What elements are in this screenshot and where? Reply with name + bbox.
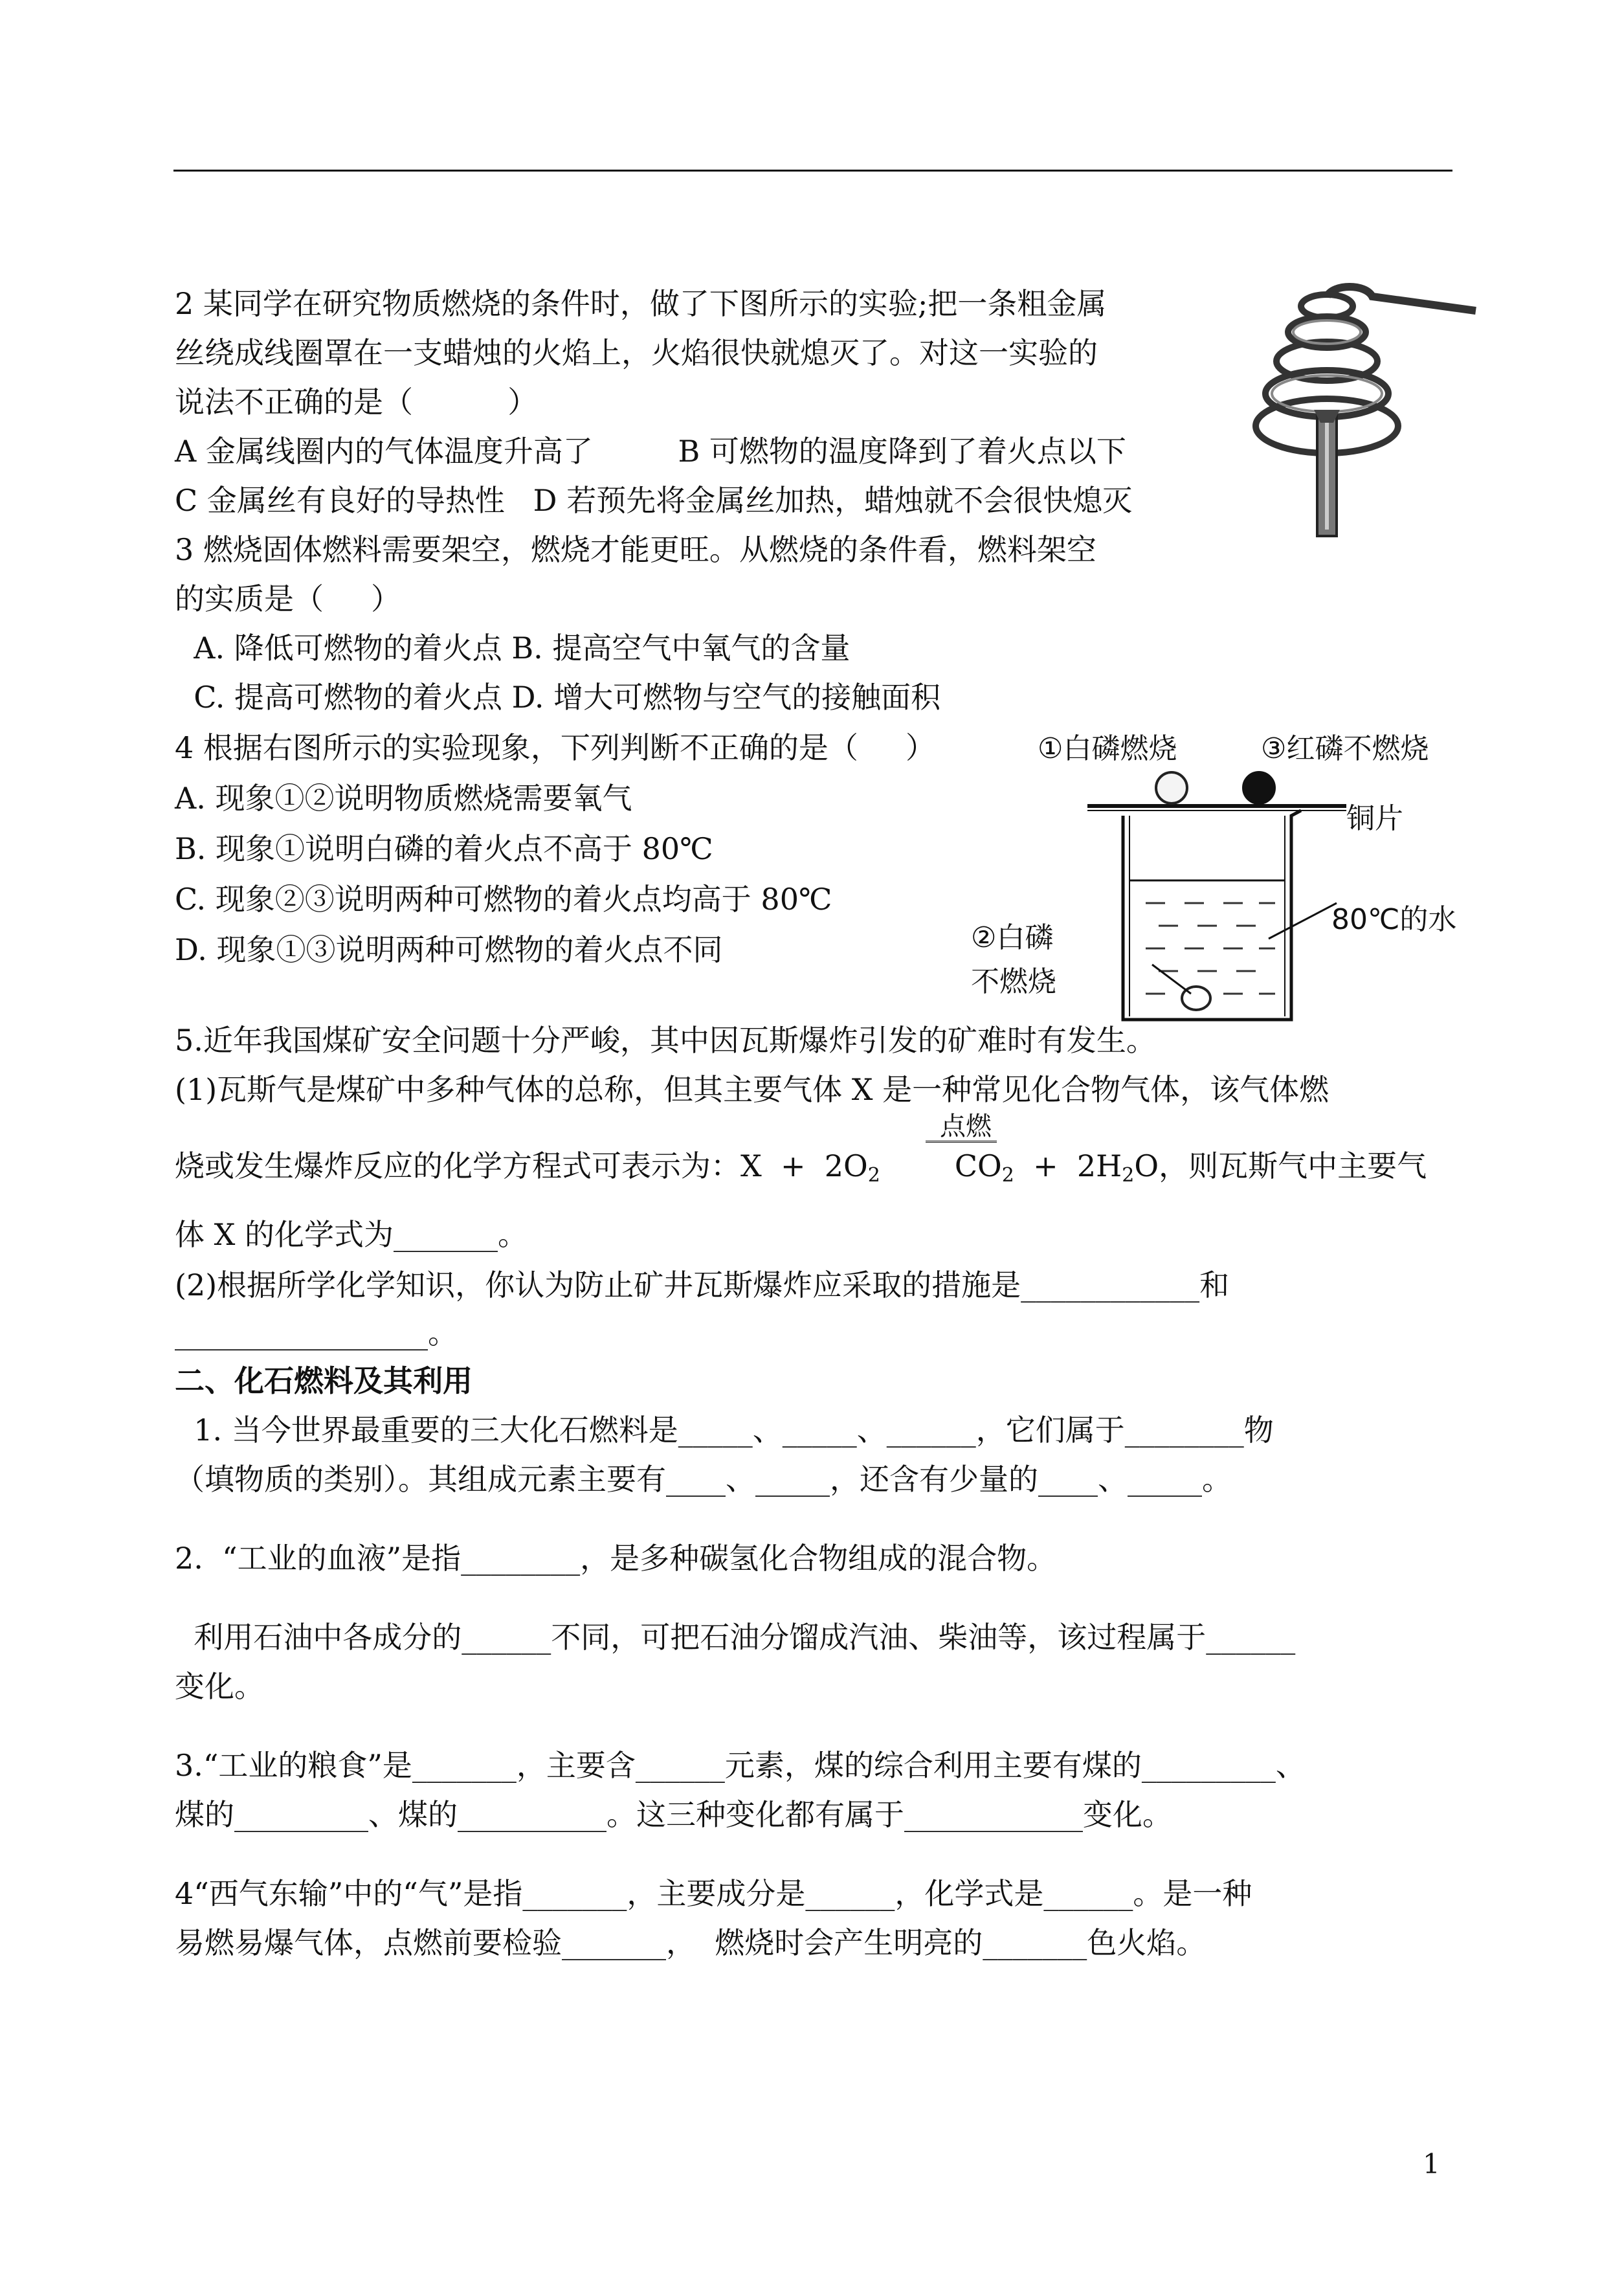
q4-option-a: A. 现象①②说明物质燃烧需要氧气 bbox=[175, 781, 632, 816]
header-rule bbox=[173, 170, 1452, 172]
s2-q4-line-1: 4“西气东输”中的“气”是指_______，主要成分是______，化学式是______。是一种 bbox=[175, 1876, 1252, 1911]
s2-q1-line-2: （填物质的类别）。其组成元素主要有____、_____，还含有少量的____、_____。 bbox=[175, 1462, 1232, 1497]
q4-option-c: C. 现象②③说明两种可燃物的着火点均高于 80℃ bbox=[175, 882, 832, 917]
q3-line-2: 的实质是（ ） bbox=[175, 581, 401, 616]
q5-line-5: (2)根据所学化学知识，你认为防止矿井瓦斯爆炸应采取的措施是____________和 bbox=[175, 1268, 1230, 1303]
s2-q3-line-1: 3.“工业的粮食”是_______，主要含______元素，煤的综合利用主要有煤的_________、 bbox=[175, 1748, 1306, 1783]
q5-line-4: 体 X 的化学式为_______。 bbox=[175, 1217, 528, 1252]
q3-option-cd: C. 提高可燃物的着火点 D. 增大可燃物与空气的接触面积 bbox=[175, 680, 941, 715]
equation-condition: 点燃 bbox=[940, 1112, 992, 1141]
q5-equation-line: 烧或发生爆炸反应的化学方程式可表示为：$X + 2O_2$ $CO_2 + 2H_2O$，则瓦斯气中主要气 bbox=[175, 1148, 1427, 1187]
label-white-phosphorus-2a: ②白磷 bbox=[971, 921, 1054, 954]
q2-line-1: 2 某同学在研究物质燃烧的条件时，做了下图所示的实验;把一条粗金属 bbox=[175, 286, 1107, 321]
q2-option-cd: C 金属丝有良好的导热性 D 若预先将金属丝加热，蜡烛就不会很快熄灭 bbox=[175, 483, 1133, 518]
page-number: 1 bbox=[1423, 2148, 1440, 2180]
q3-option-ab: A. 降低可燃物的着火点 B. 提高空气中氧气的含量 bbox=[175, 631, 851, 666]
s2-q2-line-1: 2. “工业的血液”是指________，是多种碳氢化合物组成的混合物。 bbox=[175, 1541, 1057, 1576]
section-heading: 二、化石燃料及其利用 bbox=[175, 1363, 473, 1398]
s2-q1-line-1: 1. 当今世界最重要的三大化石燃料是_____、_____、______，它们属于________物 bbox=[175, 1413, 1274, 1448]
s2-q2-line-2: 利用石油中各成分的______不同，可把石油分馏成汽油、柴油等，该过程属于______ bbox=[175, 1620, 1296, 1655]
q4-option-d: D. 现象①③说明两种可燃物的着火点不同 bbox=[175, 932, 723, 967]
q2-line-3: 说法不正确的是（ ） bbox=[175, 385, 538, 419]
equation-equals-bar bbox=[926, 1141, 997, 1143]
q4-line-1: 4 根据右图所示的实验现象，下列判断不正确的是（ ） bbox=[175, 730, 935, 765]
label-red-phosphorus-no-burn: ③红磷不燃烧 bbox=[1261, 732, 1429, 765]
wire-coil-candle-figure bbox=[1236, 271, 1482, 542]
q3-line-1: 3 燃烧固体燃料需要架空，燃烧才能更旺。从燃烧的条件看，燃料架空 bbox=[175, 532, 1096, 567]
white-phosphorus-top-icon bbox=[1156, 772, 1187, 803]
q5-line-2: (1)瓦斯气是煤矿中多种气体的总称，但其主要气体 X 是一种常见化合物气体，该气体燃 bbox=[175, 1072, 1329, 1107]
s2-q3-line-2: 煤的_________、煤的__________。这三种变化都有属于____________变化。 bbox=[175, 1797, 1172, 1832]
red-phosphorus-icon bbox=[1243, 772, 1274, 803]
q5-line-1: 5.近年我国煤矿安全问题十分严峻，其中因瓦斯爆炸引发的矿难时有发生。 bbox=[175, 1023, 1156, 1058]
label-80c-water: 80℃的水 bbox=[1331, 903, 1457, 936]
q5-line-6: _________________。 bbox=[175, 1315, 458, 1350]
q4-option-b: B. 现象①说明白磷的着火点不高于 80℃ bbox=[175, 831, 713, 866]
s2-q2-line-3: 变化。 bbox=[175, 1669, 264, 1704]
q2-option-ab: A 金属线圈内的气体温度升高了 B 可燃物的温度降到了着火点以下 bbox=[175, 434, 1126, 469]
q2-line-2: 丝绕成线圈罩在一支蜡烛的火焰上，火焰很快就熄灭了。对这一实验的 bbox=[175, 335, 1098, 370]
label-white-phosphorus-2b: 不燃烧 bbox=[971, 965, 1056, 998]
label-copper-sheet: 铜片 bbox=[1346, 802, 1403, 835]
s2-q4-line-2: 易燃易爆气体，点燃前要检验_______， 燃烧时会产生明亮的_______色火焰。 bbox=[175, 1925, 1207, 1960]
label-white-phosphorus-burns: ①白磷燃烧 bbox=[1038, 732, 1177, 765]
